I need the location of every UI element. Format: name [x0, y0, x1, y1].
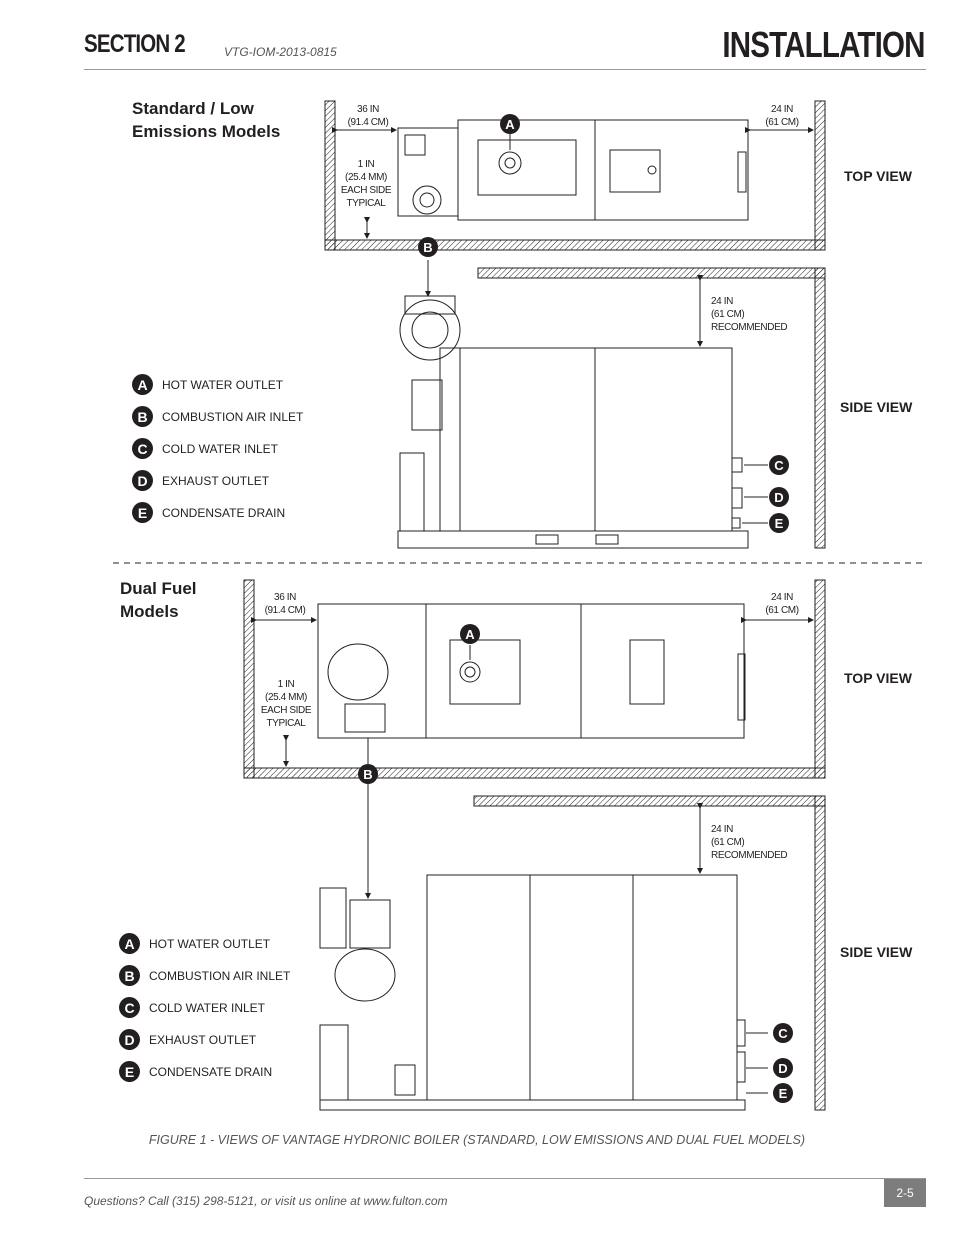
footer-contact: Questions? Call (315) 298-5121, or visit us online at www.fulton.com	[84, 1194, 448, 1208]
legend-label: CONDENSATE DRAIN	[149, 1064, 273, 1079]
svg-text:A: A	[505, 117, 515, 132]
page-title: INSTALLATION	[722, 24, 925, 65]
standard-top-view-label: TOP VIEW	[844, 168, 912, 184]
legend-label: COMBUSTION AIR INLET	[162, 409, 304, 424]
legend-label: COLD WATER INLET	[149, 1000, 266, 1015]
legend-item	[119, 933, 270, 954]
dual-top-view-label: TOP VIEW	[844, 670, 912, 686]
dual-legend	[119, 933, 319, 1093]
dim-text: EACH SIDE	[260, 705, 312, 716]
svg-text:E: E	[774, 516, 784, 531]
legend-key: C	[132, 438, 153, 459]
dim-text: RECOMMENDED	[711, 322, 788, 333]
dim-text: RECOMMENDED	[711, 850, 788, 861]
legend-item	[132, 374, 283, 395]
dim-text: 1 IN	[277, 679, 295, 690]
dim-text: 36 IN	[274, 592, 296, 603]
dim-text: (61 CM)	[711, 837, 745, 848]
standard-dim-right	[757, 103, 807, 129]
dim-text: 24 IN	[711, 824, 733, 835]
legend-key: E	[119, 1061, 140, 1082]
svg-text:B: B	[423, 240, 433, 255]
dual-heading-line2: Models	[120, 602, 179, 621]
legend-item	[132, 470, 269, 491]
legend-item	[132, 438, 278, 459]
legend-item	[132, 406, 303, 427]
legend-item	[132, 502, 285, 523]
legend-item	[119, 997, 265, 1018]
dim-text: 24 IN	[771, 104, 793, 115]
section-number: SECTION 2	[84, 30, 185, 58]
legend-item	[119, 965, 290, 986]
dual-heading	[120, 577, 197, 623]
dim-text: (61 CM)	[765, 605, 799, 616]
svg-text:A: A	[465, 627, 475, 642]
standard-legend	[132, 374, 332, 534]
standard-side-view-label: SIDE VIEW	[840, 399, 913, 415]
svg-text:C: C	[774, 458, 784, 473]
legend-item	[119, 1061, 272, 1082]
legend-label: HOT WATER OUTLET	[149, 936, 271, 951]
dim-text: 24 IN	[711, 296, 733, 307]
dual-dim-side	[258, 678, 314, 730]
dim-text: TYPICAL	[266, 718, 306, 729]
standard-heading-line1: Standard / Low	[132, 99, 254, 118]
dim-text: 24 IN	[771, 592, 793, 603]
standard-heading	[132, 97, 280, 143]
callouts	[358, 114, 793, 1103]
legend-key: D	[132, 470, 153, 491]
dim-text: (61 CM)	[765, 117, 799, 128]
dim-text: TYPICAL	[346, 198, 386, 209]
dual-dim-left	[260, 591, 310, 617]
legend-key: B	[119, 965, 140, 986]
dim-text: 1 IN	[357, 159, 375, 170]
page-number: 2-5	[884, 1179, 926, 1207]
document-id: VTG-IOM-2013-0815	[224, 45, 337, 59]
dual-dim-top	[711, 823, 787, 862]
figure-caption: FIGURE 1 - VIEWS OF VANTAGE HYDRONIC BOILER (STANDARD, LOW EMISSIONS AND DUAL FUEL MODELS)	[148, 1133, 806, 1147]
legend-label: COMBUSTION AIR INLET	[149, 968, 291, 983]
dim-text: 36 IN	[357, 104, 379, 115]
dim-text: (25.4 MM)	[345, 172, 387, 183]
svg-text:E: E	[778, 1086, 788, 1101]
legend-label: COLD WATER INLET	[162, 441, 279, 456]
legend-label: EXHAUST OUTLET	[149, 1032, 257, 1047]
svg-text:B: B	[363, 767, 373, 782]
legend-label: EXHAUST OUTLET	[162, 473, 270, 488]
svg-text:D: D	[778, 1061, 788, 1076]
legend-key: B	[132, 406, 153, 427]
legend-key: C	[119, 997, 140, 1018]
svg-text:D: D	[774, 490, 784, 505]
dim-text: (25.4 MM)	[265, 692, 307, 703]
legend-key: A	[119, 933, 140, 954]
legend-label: HOT WATER OUTLET	[162, 377, 284, 392]
dual-side-view-label: SIDE VIEW	[840, 944, 913, 960]
standard-dim-side	[338, 158, 394, 210]
dim-text: (91.4 CM)	[347, 117, 389, 128]
svg-text:C: C	[778, 1026, 788, 1041]
footer-rule	[84, 1178, 926, 1179]
dim-text: EACH SIDE	[340, 185, 392, 196]
dim-text: (91.4 CM)	[264, 605, 306, 616]
standard-dim-top	[711, 295, 787, 334]
legend-item	[119, 1029, 256, 1050]
legend-label: CONDENSATE DRAIN	[162, 505, 286, 520]
legend-key: A	[132, 374, 153, 395]
legend-key: D	[119, 1029, 140, 1050]
standard-top-view	[325, 101, 825, 296]
standard-dim-left	[343, 103, 393, 129]
dim-text: (61 CM)	[711, 309, 745, 320]
legend-key: E	[132, 502, 153, 523]
dual-dim-right	[757, 591, 807, 617]
dual-heading-line1: Dual Fuel	[120, 579, 197, 598]
standard-heading-line2: Emissions Models	[132, 122, 281, 141]
